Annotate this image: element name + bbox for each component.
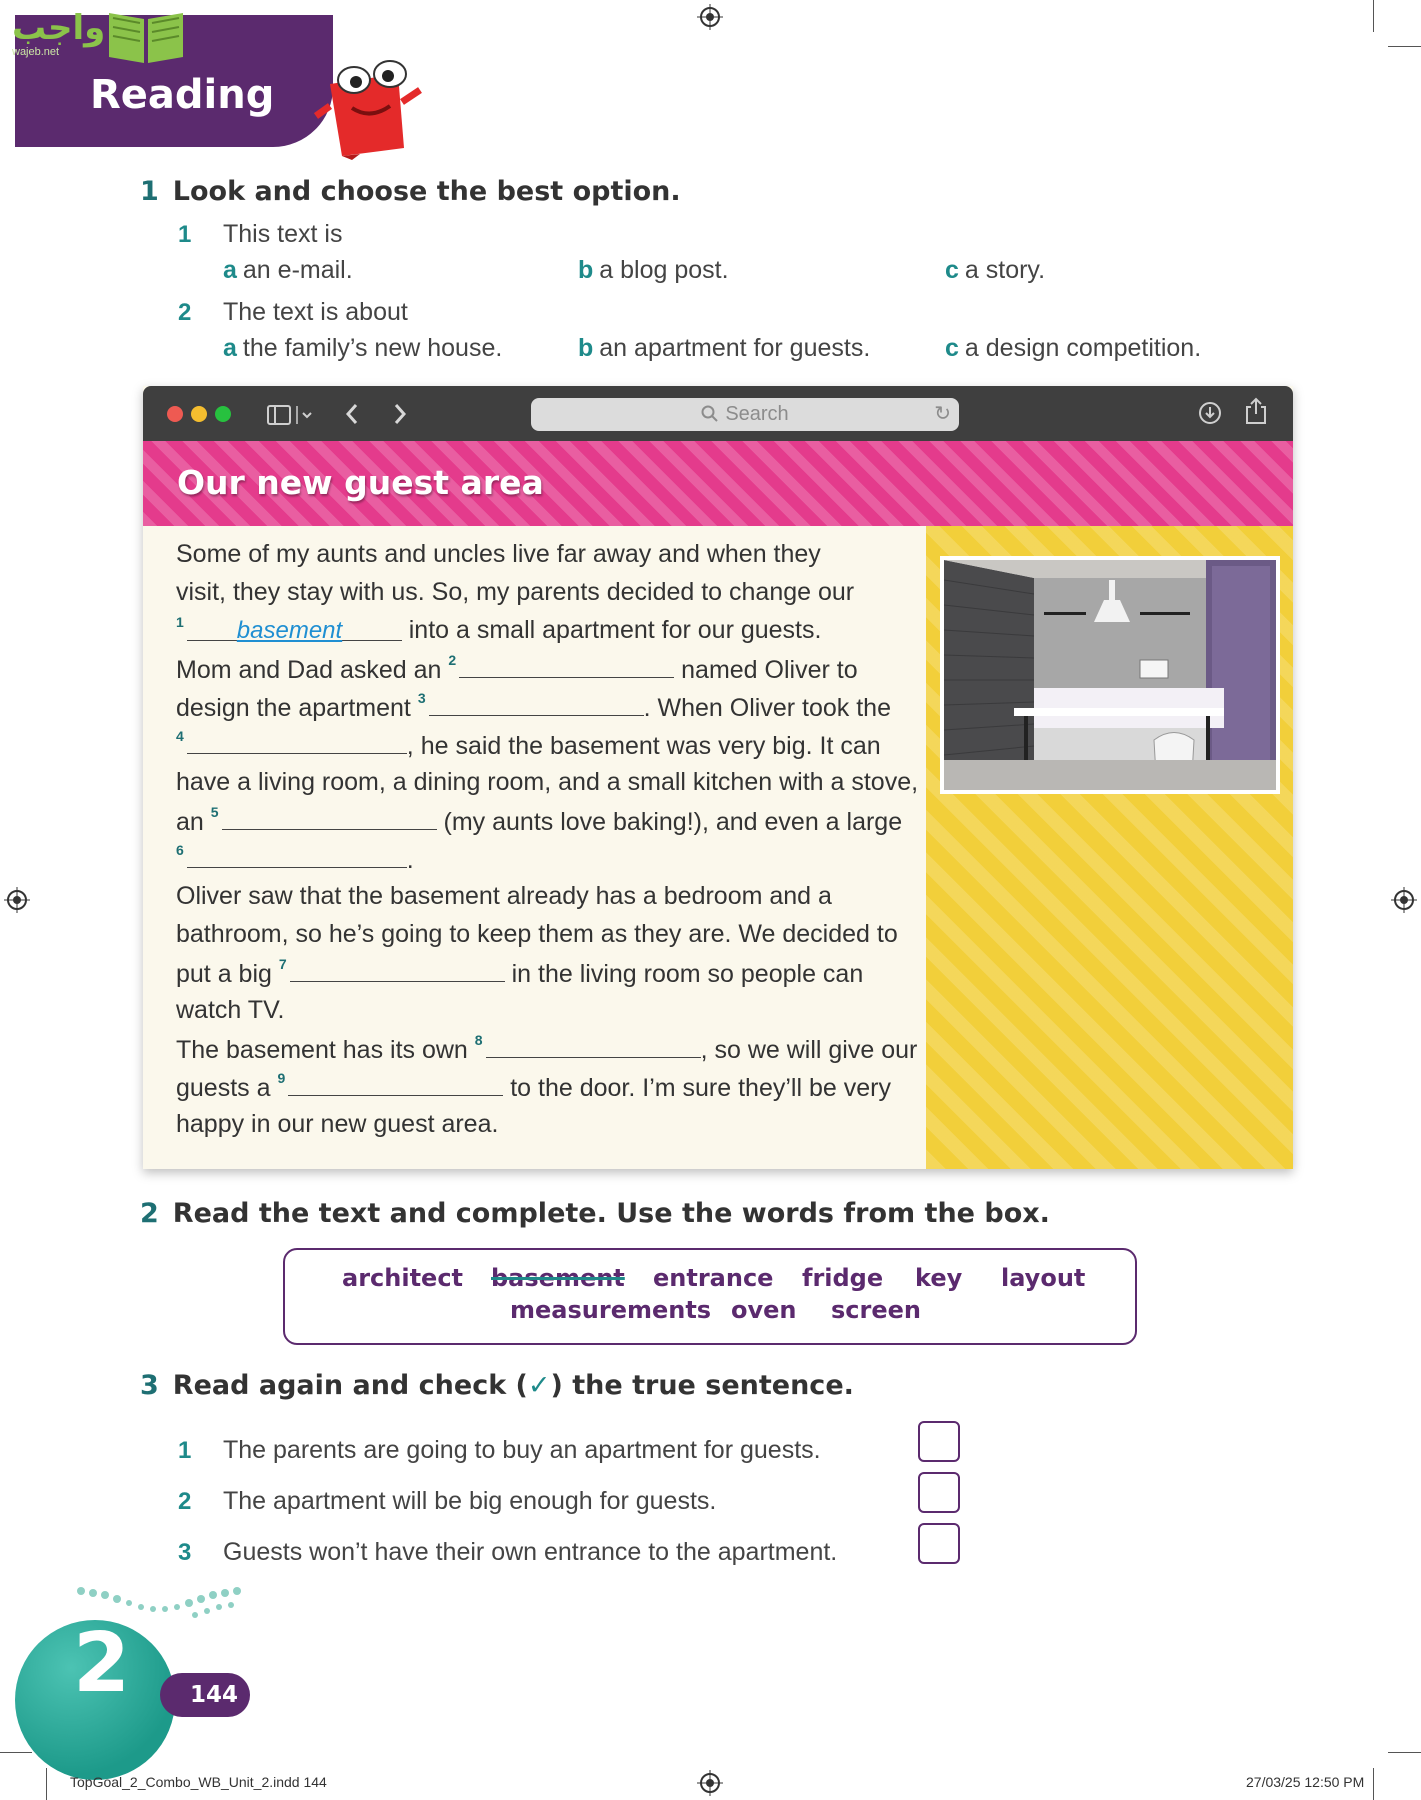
question-number: 2 bbox=[178, 299, 192, 326]
search-icon bbox=[701, 405, 719, 423]
text-line-content: . bbox=[406, 846, 414, 874]
text-line bbox=[176, 692, 891, 723]
text-line-content: have a living room, a dining room, and a small kitchen with a stove, bbox=[176, 768, 919, 796]
option-text: an apartment for guests. bbox=[599, 334, 871, 362]
text-line-content: bathroom, so he’s going to keep them as they are. We decided to bbox=[176, 920, 898, 948]
option-letter: b bbox=[578, 256, 594, 284]
sidebar-toggle-icon[interactable] bbox=[267, 404, 317, 426]
text-line-content: Oliver saw that the basement already has a bedroom and a bbox=[176, 882, 832, 910]
statement-1-checkbox[interactable] bbox=[918, 1421, 960, 1462]
option-text: a design competition. bbox=[964, 334, 1202, 362]
text-line-content: Some of my aunts and uncles live far away and when they bbox=[176, 540, 821, 568]
check-mark-icon: ✓ bbox=[527, 1370, 551, 1401]
search-placeholder: Search bbox=[725, 403, 789, 425]
text-line-content: happy in our new guest area. bbox=[176, 1110, 499, 1138]
blank-number: 3 bbox=[417, 690, 426, 706]
exercise-number: 2 bbox=[140, 1198, 159, 1229]
exercise-3-heading bbox=[140, 1370, 854, 1401]
blank-number: 7 bbox=[278, 956, 287, 972]
blank-1-answer[interactable]: basement bbox=[187, 617, 402, 641]
registration-mark-right bbox=[1391, 887, 1417, 913]
option-text: an e-mail. bbox=[242, 256, 353, 284]
text-line bbox=[176, 958, 863, 989]
statement-text: The parents are going to buy an apartment for guests. bbox=[223, 1436, 821, 1464]
crop-mark bbox=[1388, 1752, 1421, 1753]
unit-number: 2 bbox=[73, 1616, 131, 1711]
blog-title: Our new guest area bbox=[177, 463, 544, 502]
statement-number: 3 bbox=[178, 1539, 192, 1566]
site-logo-text: واجب bbox=[12, 8, 106, 48]
option-1c[interactable] bbox=[945, 256, 1045, 285]
crop-mark bbox=[1373, 1768, 1374, 1800]
option-1b[interactable] bbox=[578, 256, 729, 285]
text-line bbox=[176, 730, 881, 761]
text-line bbox=[176, 578, 854, 607]
option-text: a story. bbox=[964, 256, 1046, 284]
word-architect: architect bbox=[342, 1264, 464, 1292]
exercise-title-end: ) the true sentence. bbox=[550, 1370, 854, 1401]
photo-panel bbox=[926, 526, 1293, 1169]
question-stem: This text is bbox=[223, 220, 343, 248]
exercise-2-heading bbox=[140, 1198, 1050, 1229]
text-line-content: visit, they stay with us. So, my parents decided to change our bbox=[176, 578, 855, 606]
minimize-window-dot[interactable] bbox=[191, 406, 207, 422]
blank-number: 5 bbox=[210, 804, 219, 820]
registration-mark-top bbox=[697, 4, 723, 30]
page-number: 144 bbox=[190, 1682, 239, 1708]
text-line-content: put a big bbox=[176, 960, 272, 988]
exercise-title: Look and choose the best option. bbox=[172, 176, 681, 207]
search-bar[interactable] bbox=[531, 398, 959, 431]
file-info: TopGoal_2_Combo_WB_Unit_2.indd 144 bbox=[70, 1774, 327, 1790]
statement-text: Guests won’t have their own entrance to the apartment. bbox=[223, 1538, 838, 1566]
text-line bbox=[176, 1072, 891, 1103]
text-line-content: in the living room so people can bbox=[511, 960, 864, 988]
section-title: Reading bbox=[90, 72, 275, 118]
option-letter: a bbox=[223, 256, 237, 284]
blog-text bbox=[143, 526, 926, 1169]
text-line-content: named Oliver to bbox=[681, 656, 858, 684]
blank-number: 4 bbox=[176, 728, 184, 744]
word-layout: layout bbox=[1001, 1264, 1086, 1292]
text-line-content: , he said the basement was very big. It can bbox=[406, 732, 881, 760]
text-line bbox=[176, 844, 414, 875]
text-line bbox=[176, 654, 858, 685]
option-letter: a bbox=[223, 334, 237, 362]
question-stem: The text is about bbox=[223, 298, 408, 326]
browser-toolbar bbox=[143, 386, 1293, 441]
blank-8[interactable] bbox=[486, 1034, 701, 1058]
option-letter: b bbox=[578, 334, 594, 362]
registration-mark-left bbox=[4, 887, 30, 913]
blank-3[interactable] bbox=[429, 692, 644, 716]
exercise-title-start: Read again and check ( bbox=[172, 1370, 528, 1401]
text-line bbox=[176, 616, 821, 645]
text-line bbox=[176, 768, 918, 797]
download-icon[interactable] bbox=[1197, 400, 1223, 426]
text-line-content: an bbox=[176, 808, 204, 836]
statement-number: 1 bbox=[178, 1437, 192, 1464]
blank-9[interactable] bbox=[288, 1072, 503, 1096]
text-line-content: Mom and Dad asked an bbox=[176, 656, 442, 684]
exercise-1-heading bbox=[140, 176, 681, 207]
crop-mark bbox=[1373, 0, 1374, 32]
text-line-content: into a small apartment for our guests. bbox=[408, 616, 822, 644]
text-line bbox=[176, 920, 898, 949]
kitchen-photo bbox=[940, 556, 1280, 794]
word-basement: basement bbox=[491, 1264, 625, 1292]
blank-number: 6 bbox=[176, 842, 184, 858]
registration-mark-bottom bbox=[697, 1770, 723, 1796]
exercise-number: 3 bbox=[140, 1370, 159, 1401]
text-line bbox=[176, 882, 832, 911]
book-logo-icon bbox=[105, 5, 187, 65]
blank-6[interactable] bbox=[187, 844, 407, 868]
statement-3-checkbox[interactable] bbox=[918, 1523, 960, 1564]
text-line-content: , so we will give our bbox=[700, 1036, 918, 1064]
text-line-content: . When Oliver took the bbox=[643, 694, 891, 722]
forward-chevron-icon[interactable] bbox=[391, 402, 409, 426]
text-line-content: (my aunts love baking!), and even a large bbox=[443, 808, 903, 836]
close-window-dot[interactable] bbox=[167, 406, 183, 422]
option-2a[interactable] bbox=[223, 334, 502, 363]
text-line bbox=[176, 540, 821, 569]
blank-number: 2 bbox=[448, 652, 457, 668]
text-line-content: watch TV. bbox=[176, 996, 285, 1024]
word-screen: screen bbox=[831, 1296, 921, 1324]
statement-2-checkbox[interactable] bbox=[918, 1472, 960, 1513]
text-line bbox=[176, 1110, 498, 1139]
maximize-window-dot[interactable] bbox=[215, 406, 231, 422]
crop-mark bbox=[1388, 46, 1421, 47]
option-letter: c bbox=[945, 256, 959, 284]
exercise-title: Read the text and complete. Use the words from the box. bbox=[172, 1198, 1050, 1229]
blank-5[interactable] bbox=[222, 806, 437, 830]
blank-2[interactable] bbox=[459, 654, 674, 678]
print-date: 27/03/25 12:50 PM bbox=[1246, 1774, 1365, 1790]
blog-header bbox=[143, 441, 1293, 526]
text-line-content: to the door. I’m sure they’ll be very bbox=[510, 1074, 891, 1102]
option-1a[interactable] bbox=[223, 256, 353, 285]
statement-text: The apartment will be big enough for guests. bbox=[223, 1487, 717, 1515]
word-fridge: fridge bbox=[802, 1264, 884, 1292]
blank-number: 8 bbox=[474, 1032, 483, 1048]
option-text: a blog post. bbox=[599, 256, 729, 284]
option-2c[interactable] bbox=[945, 334, 1201, 363]
red-monster-mascot-icon bbox=[312, 56, 432, 160]
share-icon[interactable] bbox=[1245, 397, 1267, 425]
option-letter: c bbox=[945, 334, 959, 362]
reload-icon[interactable]: ↻ bbox=[934, 403, 951, 425]
word-oven: oven bbox=[731, 1296, 797, 1324]
site-logo-subtext: wajeb.net bbox=[12, 46, 60, 58]
option-2b[interactable] bbox=[578, 334, 870, 363]
blank-number: 9 bbox=[277, 1070, 286, 1086]
text-line bbox=[176, 1034, 917, 1065]
browser-window bbox=[143, 386, 1293, 1169]
statement-number: 2 bbox=[178, 1488, 192, 1515]
word-measurements: measurements bbox=[510, 1296, 712, 1324]
question-number: 1 bbox=[178, 221, 192, 248]
text-line-content: The basement has its own bbox=[176, 1036, 468, 1064]
kitchen-image bbox=[944, 560, 1276, 790]
text-line bbox=[176, 996, 284, 1025]
exercise-number: 1 bbox=[140, 176, 159, 207]
word-box bbox=[283, 1248, 1137, 1345]
text-line-content: guests a bbox=[176, 1074, 271, 1102]
text-line bbox=[176, 806, 902, 837]
word-entrance: entrance bbox=[653, 1264, 774, 1292]
blank-number: 1 bbox=[176, 614, 184, 630]
crop-mark bbox=[0, 1752, 32, 1753]
option-text: the family’s new house. bbox=[242, 334, 503, 362]
text-line-content: design the apartment bbox=[176, 694, 411, 722]
word-key: key bbox=[915, 1264, 963, 1292]
back-chevron-icon[interactable] bbox=[343, 402, 361, 426]
blank-7[interactable] bbox=[290, 958, 505, 982]
crop-mark bbox=[46, 1768, 47, 1800]
blank-4[interactable] bbox=[187, 730, 407, 754]
